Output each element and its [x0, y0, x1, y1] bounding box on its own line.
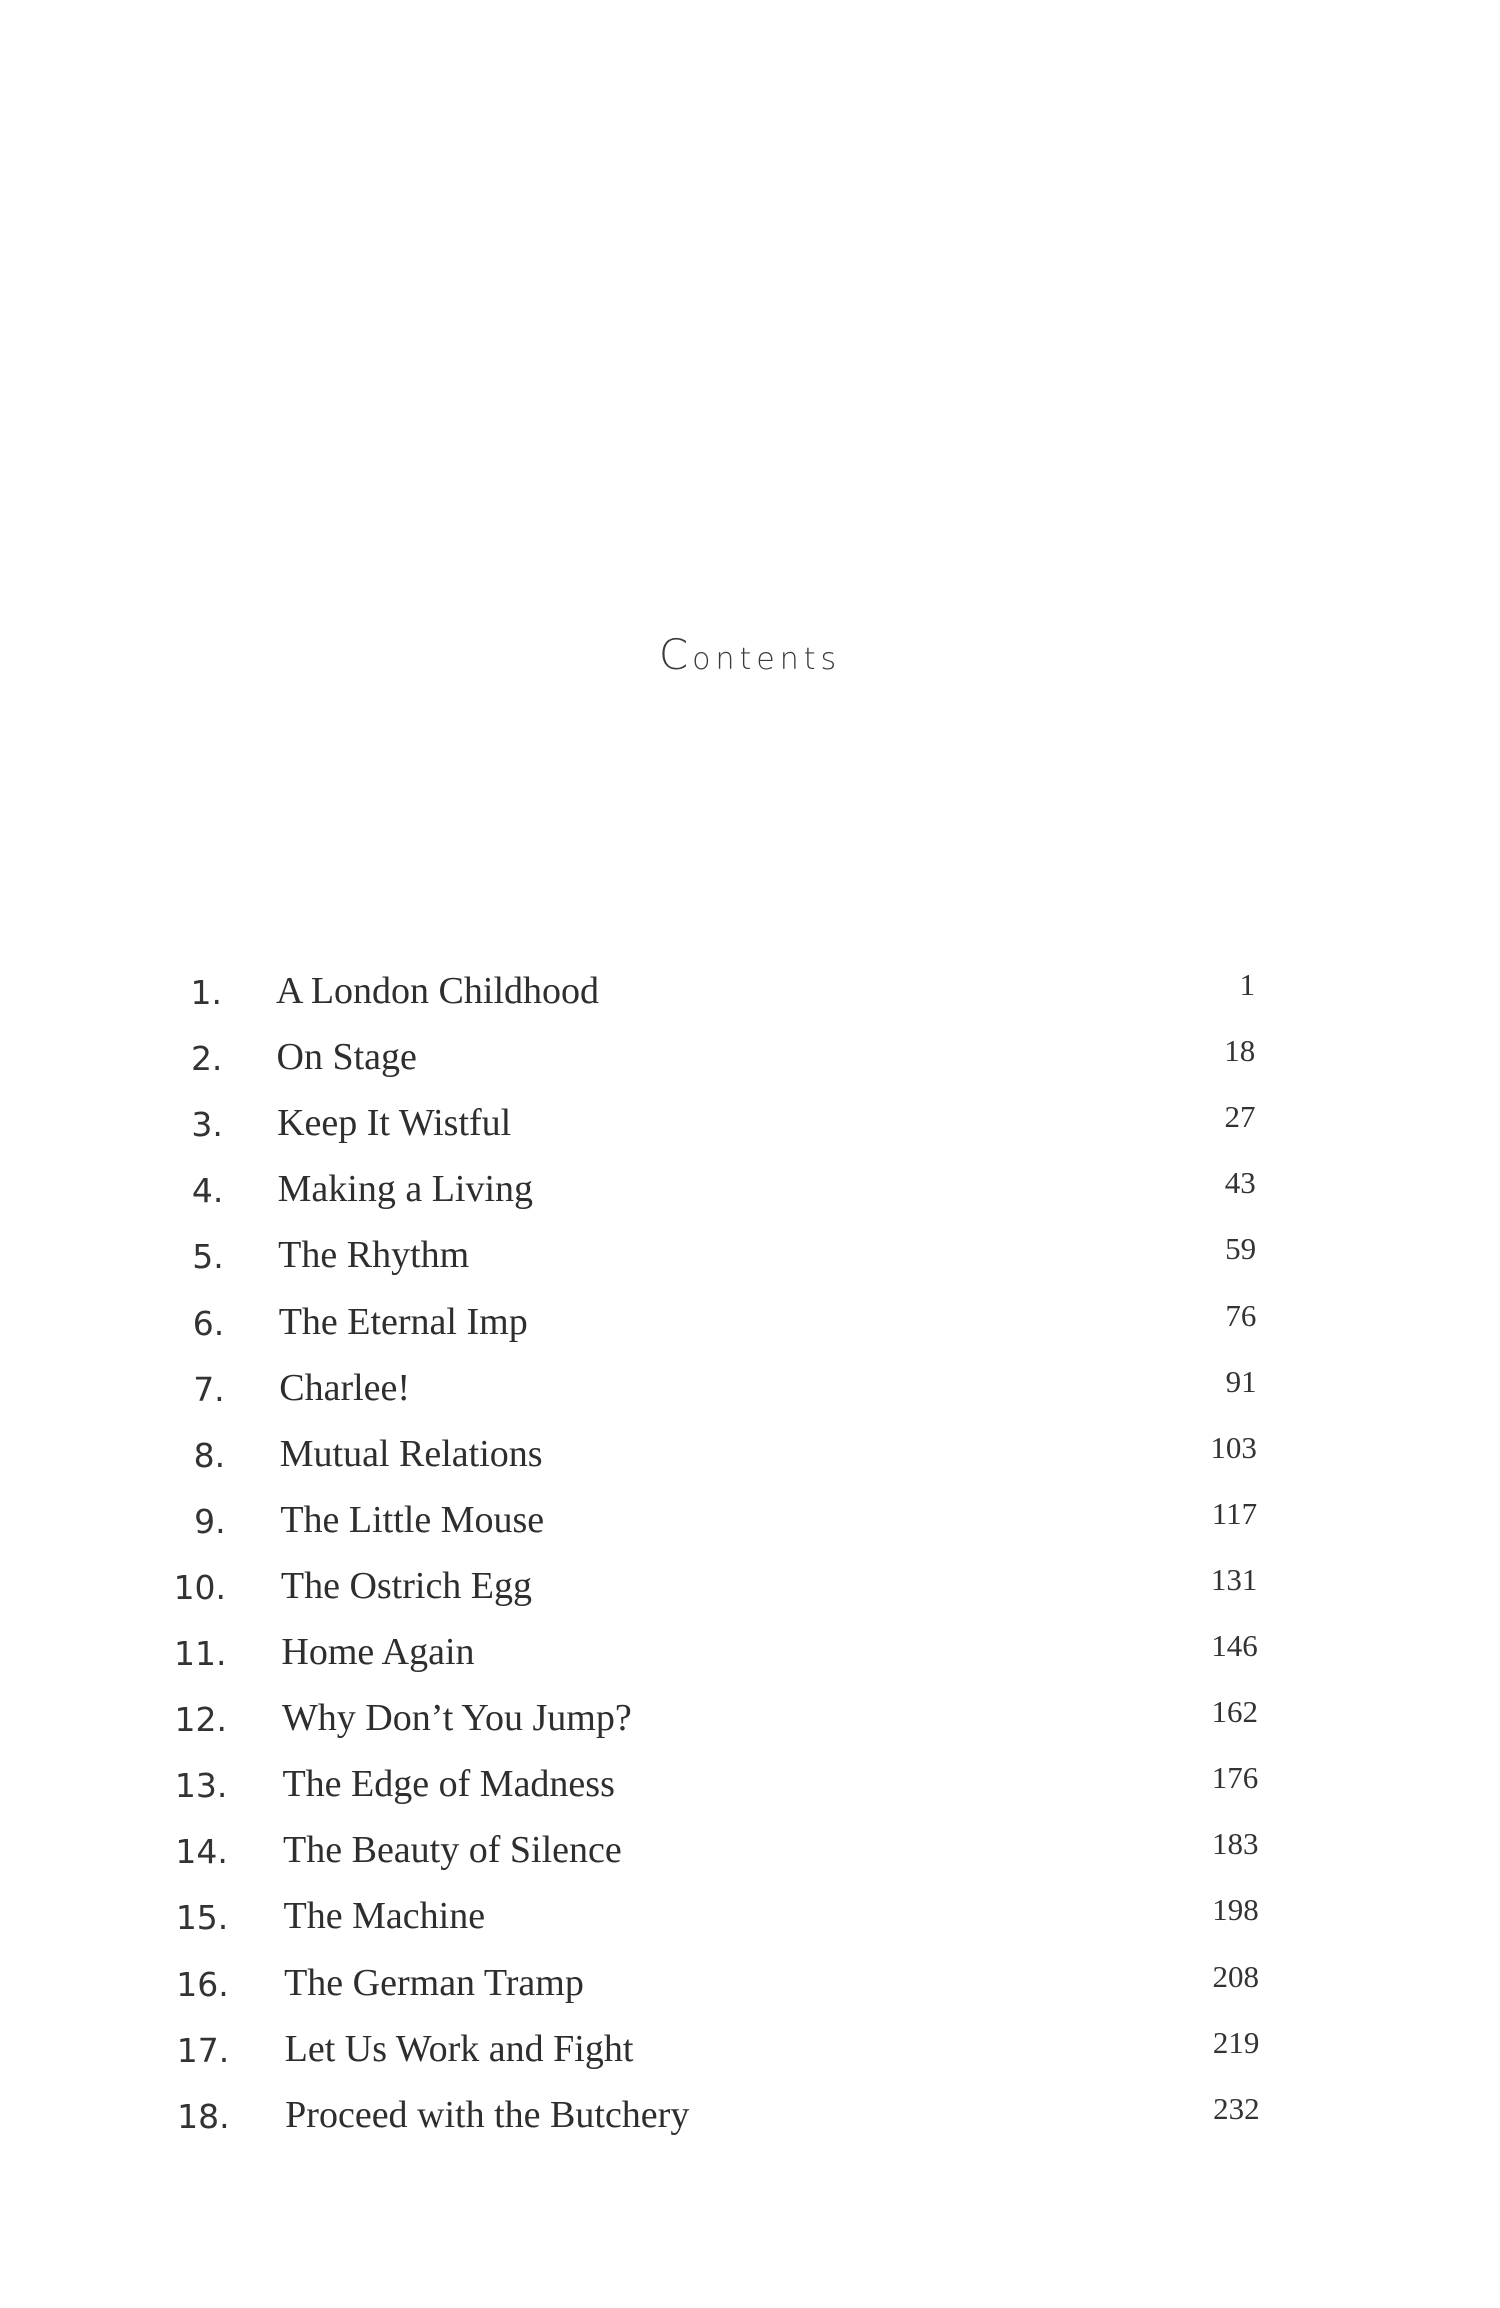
chapter-title[interactable]: The Eternal Imp: [278, 1300, 528, 1343]
toc-entry[interactable]: [0, 2091, 1500, 2151]
chapter-page-number: 232: [1213, 2090, 1260, 2126]
toc-entry[interactable]: [0, 1231, 1500, 1291]
chapter-title[interactable]: Proceed with the Butchery: [285, 2093, 690, 2136]
chapter-page-number: 146: [1211, 1628, 1258, 1663]
chapter-title[interactable]: The Little Mouse: [280, 1498, 545, 1541]
chapter-number: 1.: [190, 973, 222, 1012]
toc-entry[interactable]: [0, 1694, 1500, 1754]
chapter-page-number: 131: [1210, 1561, 1258, 1597]
chapter-page-number: 43: [1224, 1165, 1256, 1201]
contents-heading-text: Contents: [658, 630, 842, 679]
chapter-title[interactable]: The Machine: [283, 1895, 486, 1938]
chapter-page-number: 198: [1212, 1892, 1259, 1928]
chapter-number: 15.: [175, 1898, 229, 1938]
chapter-number: 11.: [174, 1634, 227, 1673]
chapter-title[interactable]: The German Tramp: [284, 1961, 584, 2004]
chapter-number: 5.: [192, 1237, 224, 1277]
toc-entry[interactable]: [0, 1826, 1500, 1886]
chapter-page-number: 103: [1210, 1429, 1257, 1465]
chapter-title[interactable]: The Edge of Madness: [282, 1763, 615, 1806]
chapter-title[interactable]: Why Don’t You Jump?: [281, 1697, 632, 1740]
toc-entry[interactable]: [0, 1430, 1500, 1490]
chapter-page-number: 18: [1224, 1033, 1256, 1069]
chapter-page-number: 219: [1212, 2024, 1260, 2060]
chapter-title[interactable]: Making a Living: [277, 1168, 534, 1211]
toc-entry[interactable]: [0, 1496, 1500, 1556]
toc-entry[interactable]: [0, 1959, 1500, 2019]
contents-heading: [0, 630, 1500, 679]
chapter-page-number: 183: [1212, 1826, 1259, 1862]
toc-entry[interactable]: [0, 1364, 1500, 1424]
toc-entry[interactable]: [0, 2025, 1500, 2085]
chapter-title[interactable]: Charlee!: [279, 1366, 411, 1409]
chapter-page-number: 208: [1212, 1958, 1260, 1994]
chapter-title[interactable]: On Stage: [276, 1036, 417, 1079]
chapter-number: 7.: [193, 1369, 225, 1409]
chapter-title[interactable]: The Beauty of Silence: [283, 1829, 622, 1872]
chapter-title[interactable]: The Ostrich Egg: [280, 1564, 533, 1607]
chapter-number: 14.: [175, 1832, 228, 1872]
toc-entry[interactable]: [0, 1892, 1500, 1952]
chapter-number: 13.: [174, 1766, 228, 1806]
chapter-title[interactable]: Home Again: [281, 1631, 475, 1673]
chapter-title[interactable]: Keep It Wistful: [277, 1102, 512, 1145]
chapter-page-number: 59: [1225, 1231, 1257, 1267]
chapter-number: 4.: [191, 1171, 224, 1211]
chapter-number: 8.: [193, 1435, 226, 1475]
chapter-number: 18.: [177, 2096, 230, 2136]
chapter-number: 9.: [194, 1501, 226, 1541]
toc-entry[interactable]: [0, 967, 1500, 1027]
chapter-title[interactable]: The Rhythm: [278, 1234, 470, 1277]
chapter-number: 12.: [174, 1700, 227, 1740]
chapter-page-number: 176: [1211, 1760, 1259, 1796]
chapter-page-number: 27: [1224, 1099, 1256, 1135]
chapter-number: 10.: [173, 1567, 227, 1607]
toc-entry[interactable]: [0, 1099, 1500, 1159]
toc-entry[interactable]: [0, 1033, 1500, 1093]
chapter-number: 3.: [191, 1105, 223, 1145]
chapter-number: 6.: [192, 1303, 225, 1343]
toc-entry[interactable]: [0, 1760, 1500, 1820]
chapter-number: 17.: [176, 2030, 230, 2070]
chapter-number: 16.: [176, 1964, 229, 2004]
chapter-number: 2.: [190, 1039, 223, 1079]
toc-entry[interactable]: [0, 1628, 1500, 1688]
toc-entry[interactable]: [0, 1562, 1500, 1622]
chapter-page-number: 91: [1225, 1363, 1257, 1399]
chapter-page-number: 76: [1225, 1297, 1257, 1333]
toc-entry[interactable]: [0, 1298, 1500, 1358]
chapter-title[interactable]: A London Childhood: [276, 970, 600, 1012]
chapter-title[interactable]: Let Us Work and Fight: [284, 2027, 634, 2070]
chapter-page-number: 162: [1211, 1694, 1258, 1730]
chapter-page-number: 1: [1239, 967, 1255, 1002]
toc-entry[interactable]: [0, 1165, 1500, 1225]
chapter-title[interactable]: Mutual Relations: [279, 1432, 543, 1475]
chapter-page-number: 117: [1211, 1495, 1258, 1531]
